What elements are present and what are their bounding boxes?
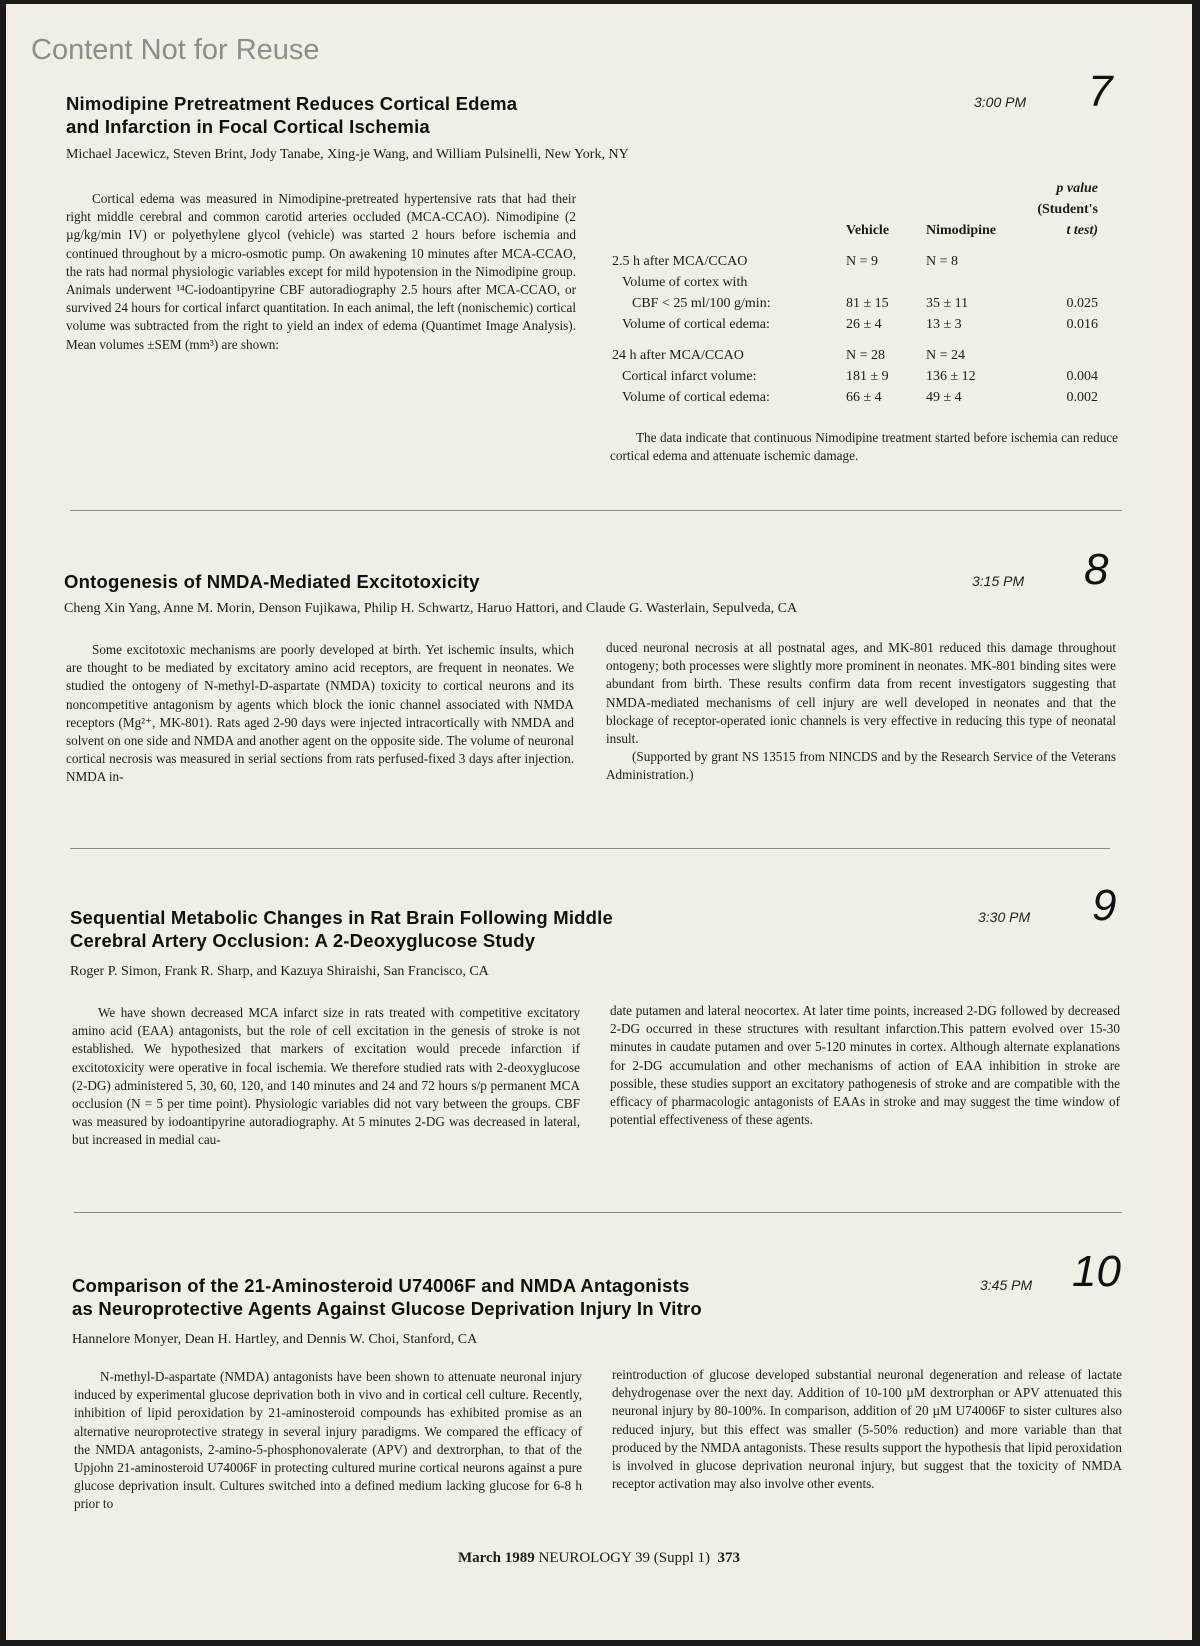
results-table xyxy=(612,176,1098,406)
footer-date: March 1989 xyxy=(457,1550,535,1566)
paragraph: The data indicate that continuous Nimodipine treatment started before ischemia can reduce cortical edema and attenuate ischemic damage. xyxy=(610,430,1118,464)
abstract-7-time: 3:00 PM xyxy=(974,94,1027,110)
abstract-9-title xyxy=(70,906,850,952)
title-line: Cerebral Artery Occlusion: A 2-Deoxyglucose Study xyxy=(70,930,536,951)
abstract-9-authors: Roger P. Simon, Frank R. Sharp, and Kazuya Shiraishi, San Francisco, CA xyxy=(70,964,489,979)
table-row: Cortical infarct volume: 181 ± 9 136 ± 12 0.004 xyxy=(622,369,1098,384)
paragraph: duced neuronal necrosis at all postnatal ages, and MK-801 reduced this damage throughout ontogeny; both processes were slightly more prominent in neonates. MK-801 binding sites were abundant from birth. These results confirm data from recent investigators suggesting that NMDA-mediated mechanisms of cell injury are well developed in neonates and that the blockage of receptor-operated ionic channels is very effective in reducing this type of neonatal insult. xyxy=(606,640,1116,747)
header-ttest: t test) xyxy=(1066,223,1098,238)
title-line: Comparison of the 21-Aminosteroid U74006F and NMDA Antagonists xyxy=(72,1275,690,1296)
paragraph: Cortical edema was measured in Nimodipine-pretreated hypertensive rats that had their right middle cerebral and common carotid arteries occluded (MCA-CCAO). Nimodipine (2 µg/kg/min IV) or polyethylene glycol (vehicle) was started 2 hours before ischemia and continued throughout by a micro-osmotic pump. On awakening 10 minutes after MCA-CCAO, the rats had normal physiologic variables except for mild hypotension in the Nimodipine group. Animals underwent ¹⁴C-iodoantipyrine CBF autoradiography 2.5 hours after MCA-CCAO, or survived 24 hours for cortical infarct quantitation. In each animal, the left (nonischemic) cortical volume was subtracted from the right to yield an index of edema (Quantimet Image Analysis). Mean volumes ±SEM (mm³) are shown: xyxy=(66,191,576,352)
results-table-grid xyxy=(612,176,1098,406)
title-line: Ontogenesis of NMDA-Mediated Excitotoxicity xyxy=(64,571,480,592)
abstract-9-body-left xyxy=(72,1004,580,1150)
abstract-8-authors: Cheng Xin Yang, Anne M. Morin, Denson Fujikawa, Philip H. Schwartz, Haruo Hattori, and Claude G. Wasterlain, Sepulveda, CA xyxy=(64,601,798,616)
table-row: 24 h after MCA/CCAO N = 28 N = 24 xyxy=(612,348,966,363)
watermark: Content Not for Reuse xyxy=(31,34,320,66)
abstract-8-title xyxy=(64,570,824,593)
page-footer xyxy=(6,1550,1192,1567)
table-row: Volume of cortical edema: 66 ± 4 49 ± 4 0.002 xyxy=(622,390,1098,405)
paragraph: Some excitotoxic mechanisms are poorly developed at birth. Yet ischemic insults, which are thought to be mediated by excitatory amino acid receptors, are frequent in neonates. We studied the ontogeny of N-methyl-D-aspartate (NMDA) toxicity to cortical neurons and its noncompetitive antagonism by agents which block the ionic channel associated with NMDA receptors (Mg²⁺, MK-801). Rats aged 2-90 days were injected intracortically with NMDA and solvent on one side and NMDA and another agent on the opposite side. The volume of neuronal cortical necrosis was measured in serial sections from rats perfused-fixed 3 days after injection. NMDA in- xyxy=(66,642,574,785)
paragraph: N-methyl-D-aspartate (NMDA) antagonists have been shown to attenuate neuronal injury induced by experimental glucose deprivation both in vivo and in cortical cell culture. Recently, inhibition of lipid peroxidation by 21-aminosteroid compounds has exhibited promise as an alternative neuroprotective strategy in several injury paradigms. We compared the efficacy of the NMDA antagonists, 2-amino-5-phosphonovalerate (APV) and dextrorphan, to that of the Upjohn 21-aminosteroid U74006F in protecting cultured murine cortical neurons against a pure glucose deprivation insult. Cultures switched into a defined medium lacking glucose for 6-8 h prior to xyxy=(74,1369,582,1512)
abstract-10-body-left xyxy=(74,1368,582,1514)
table-row: 2.5 h after MCA/CCAO N = 9 N = 8 xyxy=(612,254,959,269)
paragraph: We have shown decreased MCA infarct size in rats treated with competitive excitatory amino acid (EAA) antagonists, but the role of cell excitation in the genesis of stroke is not established. We hypothesized that markers of excitation would precede infarction if excitotoxicity were operative in focal ischemia. We therefore studied rats with 2-deoxyglucose (2-DG) administered 5, 30, 60, 120, and 140 minutes and 24 and 72 hours s/p permanent MCA occlusion (N = 5 per time point). Physiologic variables did not vary between the groups. CBF was measured by iodoantipyrine autoradiography. At 5 minutes 2-DG was decreased in lateral, but increased in medial cau- xyxy=(72,1005,580,1148)
divider xyxy=(70,510,1122,511)
footer-journal: NEUROLOGY 39 (Suppl 1) xyxy=(538,1550,711,1566)
journal-page xyxy=(6,4,1192,1640)
paragraph: (Supported by grant NS 13515 from NINCDS and by the Research Service of the Veterans Administration.) xyxy=(606,749,1116,783)
abstract-9-body-right xyxy=(610,1002,1120,1129)
title-line: Nimodipine Pretreatment Reduces Cortical Edema xyxy=(66,93,518,114)
abstract-7-title xyxy=(66,92,766,138)
paragraph: date putamen and lateral neocortex. At later time points, increased 2-DG followed by decreased 2-DG occurred in these structures with resultant infarction.This pattern evolved over 15-30 minutes in caudate putamen and over 5-120 minutes in cortex. Although alternate explanations for 2-DG accumulation and other mechanisms of action of EAA inhibition in stroke are possible, these studies support an excitatory pathogenesis of stroke and are compatible with the efficacy of pharmacologic antagonists of EAAs in stroke and may suggest the time window of potential effectiveness of these agents. xyxy=(610,1003,1120,1128)
abstract-10-number: 10 xyxy=(1072,1247,1121,1296)
header-vehicle: Vehicle xyxy=(846,223,890,238)
title-line: as Neuroprotective Agents Against Glucose Deprivation Injury In Vitro xyxy=(72,1298,702,1319)
title-line: Sequential Metabolic Changes in Rat Brain Following Middle xyxy=(70,907,614,928)
divider xyxy=(70,848,1110,849)
abstract-7-body-left xyxy=(66,190,576,354)
abstract-8-time: 3:15 PM xyxy=(972,573,1025,589)
header-pvalue: p value xyxy=(1056,181,1098,196)
abstract-10-body-right xyxy=(612,1366,1122,1493)
abstract-8-body-right xyxy=(606,639,1116,785)
abstract-7-number: 7 xyxy=(1088,67,1113,116)
table-row: Volume of cortex with xyxy=(622,275,748,290)
paragraph: reintroduction of glucose developed substantial neuronal degeneration and release of lactate dehydrogenase over the next day. Addition of 10-100 µM dextrorphan or APV attenuated this neuronal injury by 80-100%. In comparison, addition of 20 µM U74006F to sister cultures also reduced injury, but this effect was smaller (5-50% reduction) and more variable than that produced by the NMDA antagonists. These results support the hypothesis that lipid peroxidation is involved in glucose deprivation neuronal injury, but suggest that the toxicity of NMDA receptor activation may also involve other events. xyxy=(612,1367,1122,1492)
footer-page-number: 373 xyxy=(717,1550,741,1566)
abstract-10-title xyxy=(72,1274,912,1320)
divider xyxy=(74,1212,1122,1213)
table-row: CBF < 25 ml/100 g/min: 81 ± 15 35 ± 11 0.025 xyxy=(632,296,1098,311)
abstract-9-time: 3:30 PM xyxy=(978,909,1031,925)
abstract-7-authors: Michael Jacewicz, Steven Brint, Jody Tanabe, Xing-je Wang, and William Pulsinelli, New York, NY xyxy=(66,147,629,162)
abstract-10-authors: Hannelore Monyer, Dean H. Hartley, and Dennis W. Choi, Stanford, CA xyxy=(72,1332,478,1347)
header-nimodipine: Nimodipine xyxy=(926,223,997,238)
abstract-10-time: 3:45 PM xyxy=(980,1277,1033,1293)
abstract-8-number: 8 xyxy=(1084,545,1109,594)
abstract-9-number: 9 xyxy=(1092,881,1117,930)
table-row: Volume of cortical edema: 26 ± 4 13 ± 3 0.016 xyxy=(622,317,1098,332)
header-students: (Student's xyxy=(1037,202,1098,217)
abstract-7-body-right xyxy=(610,429,1118,465)
abstract-8-body-left xyxy=(66,641,574,787)
title-line: and Infarction in Focal Cortical Ischemia xyxy=(66,116,430,137)
